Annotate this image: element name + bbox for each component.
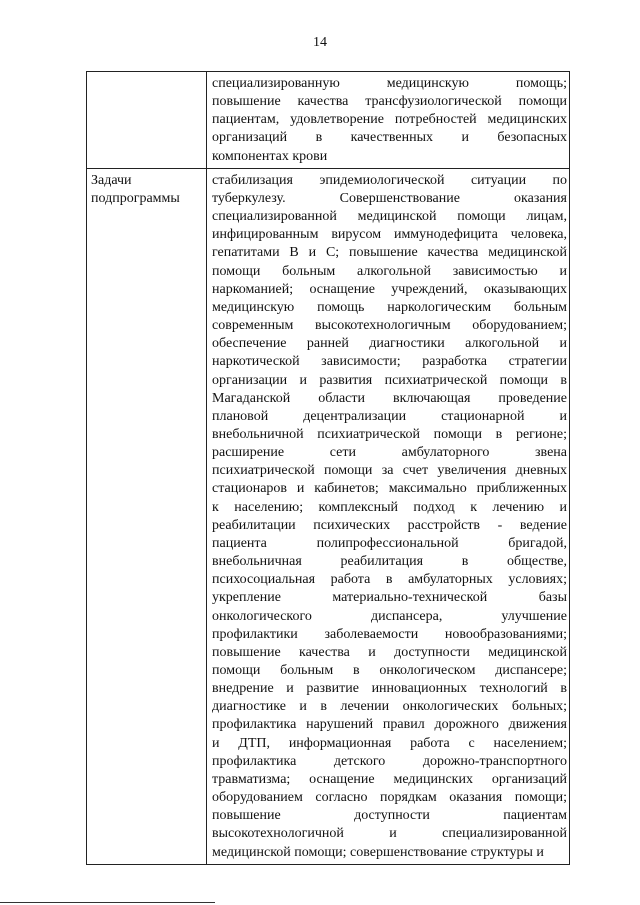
text-line: Магаданской области включающая проведение bbox=[212, 390, 567, 406]
text-line: компонентах крови bbox=[212, 148, 328, 164]
text-line: внедрение и развитие инновационных технологий в bbox=[212, 681, 567, 697]
text-line: повышение качества трансфузиологической помощи bbox=[212, 94, 567, 110]
text-line: реабилитации психических расстройств - ведение bbox=[212, 517, 567, 533]
text-line: медицинскую помощь наркологическим больным bbox=[212, 299, 567, 315]
row-content-cell bbox=[207, 72, 570, 169]
text-line: плановой децентрализации стационарной и bbox=[212, 408, 567, 424]
program-table bbox=[86, 71, 570, 865]
text-line: онкологического диспансера, улучшение bbox=[212, 608, 567, 624]
text-line: диагностике и в лечении онкологических больных; bbox=[212, 699, 567, 715]
text-line: специализированную медицинскую помощь; bbox=[212, 76, 567, 91]
text-line: психосоциальная работа в амбулаторных условиях; bbox=[212, 572, 567, 588]
text-line: профилактики заболеваемости новообразованиями; bbox=[212, 626, 567, 642]
text-line: высокотехнологичной и специализированной bbox=[212, 826, 567, 842]
row-content-text bbox=[212, 75, 567, 166]
text-line: повышение качества и доступности медицинской bbox=[212, 644, 567, 660]
text-line: инфицированным вирусом иммунодефицита человека, bbox=[212, 227, 567, 243]
text-line: и ДТП, информационная работа с населением; bbox=[212, 735, 567, 751]
text-line: внебольничная реабилитация в обществе, bbox=[212, 554, 567, 570]
tasks-label: Задачи подпрограммы bbox=[91, 172, 180, 206]
page-number: 14 bbox=[313, 35, 327, 50]
text-line: укрепление материально-технической базы bbox=[212, 590, 567, 606]
text-line: гепатитами В и С; повышение качества медицинской bbox=[212, 245, 567, 261]
text-line: туберкулезу. Совершенствование оказания bbox=[212, 190, 567, 206]
text-line: обеспечение ранней диагностики алкогольной и bbox=[212, 336, 567, 352]
table-row bbox=[87, 168, 570, 864]
text-line: помощи больным в онкологическом диспансере; bbox=[212, 663, 567, 678]
text-line: организаций в качественных и безопасных bbox=[212, 130, 567, 146]
footer-rule bbox=[0, 902, 215, 903]
text-line: стабилизация эпидемиологической ситуации по bbox=[212, 172, 567, 188]
text-line: помощи больным алкогольной зависимостью и bbox=[212, 263, 567, 279]
text-line: наркотической зависимости; разработка стратегии bbox=[212, 354, 567, 370]
text-line: травматизма; оснащение медицинских организаций bbox=[212, 771, 567, 787]
text-line: расширение сети амбулаторного звена bbox=[212, 445, 567, 461]
tasks-content-text bbox=[212, 172, 567, 862]
row-label-cell bbox=[87, 72, 207, 169]
text-line: психиатрической помощи за счет увеличения дневных bbox=[212, 463, 567, 479]
text-line: современным высокотехнологичным оборудованием; bbox=[212, 318, 567, 334]
text-line: оборудованием согласно порядкам оказания помощи; bbox=[212, 790, 567, 806]
row-label-cell bbox=[87, 168, 207, 864]
text-line: пациентам, удовлетворение потребностей медицинских bbox=[212, 112, 567, 128]
text-line: профилактика детского дорожно-транспортного bbox=[212, 753, 567, 769]
text-line: к населению; комплексный подход к лечению и bbox=[212, 499, 567, 515]
text-line: специализированной медицинской помощи лицам, bbox=[212, 209, 567, 225]
text-line: пациента полипрофессиональной бригадой, bbox=[212, 535, 567, 551]
text-line: стационаров и кабинетов; максимально приближенных bbox=[212, 481, 567, 497]
text-line: организации и развития психиатрической помощи в bbox=[212, 372, 567, 388]
row-content-cell bbox=[207, 168, 570, 864]
text-line: повышение доступности пациентам bbox=[212, 808, 567, 824]
text-line: наркоманией; оснащение учреждений, оказывающих bbox=[212, 281, 567, 297]
text-line: медицинской помощи; совершенствование структуры и bbox=[212, 844, 544, 860]
table-row bbox=[87, 72, 570, 169]
text-line: внебольничной психиатрической помощи в регионе; bbox=[212, 426, 567, 442]
text-line: профилактика нарушений правил дорожного движения bbox=[212, 717, 567, 733]
